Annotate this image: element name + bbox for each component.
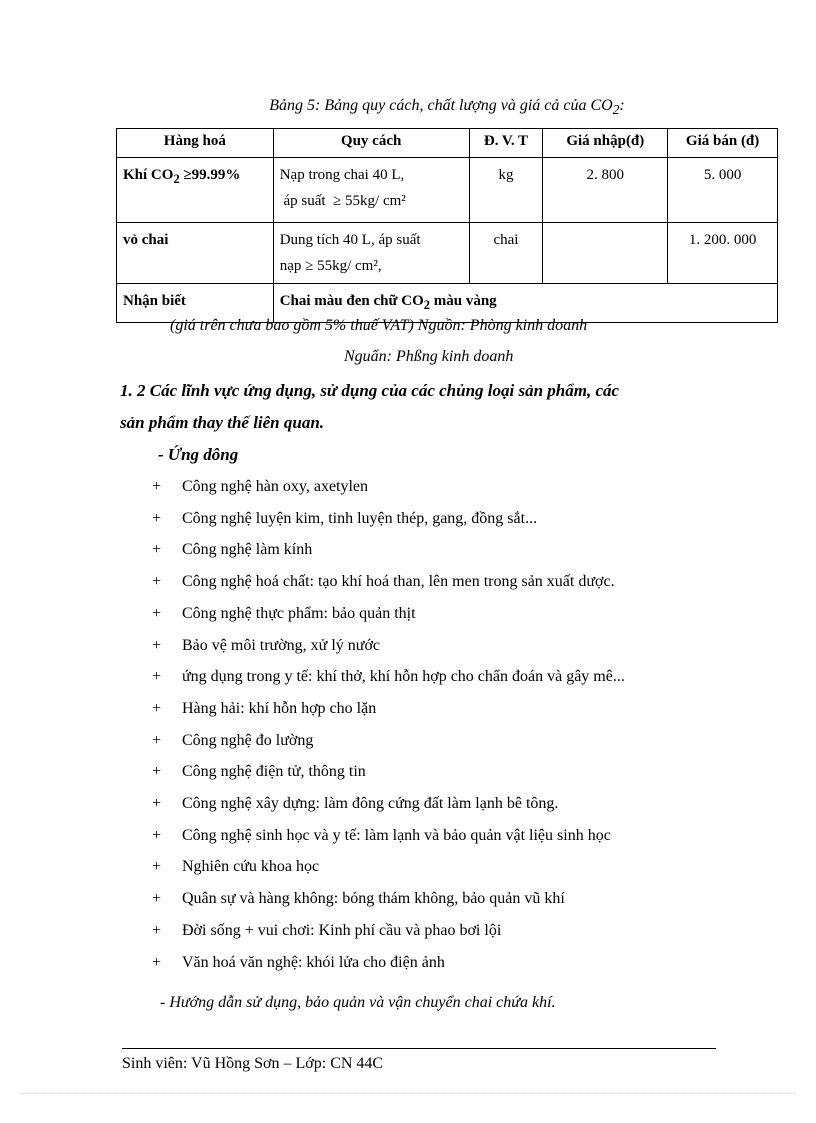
list-item bbox=[152, 858, 319, 876]
list-item-text: Công nghệ xây dựng: làm đông cứng đất làm lạnh bê tông. bbox=[182, 795, 559, 812]
list-item bbox=[152, 890, 565, 908]
list-item-text: Hàng hải: khí hỗn hợp cho lặn bbox=[182, 699, 377, 717]
list-item bbox=[152, 922, 501, 940]
section-heading-line1: 1. 2 Các lĩnh vực ứng dụng, sử dụng của các chủng loại sản phẩm, các bbox=[120, 381, 620, 400]
section-heading-line2: sản phẩm thay thế liên quan. bbox=[120, 413, 325, 432]
list-item-text: Đời sống + vui chơi: Kinh phí cầu và phao bơi lội bbox=[182, 921, 502, 939]
list-item bbox=[152, 732, 313, 750]
table-caption bbox=[116, 97, 778, 118]
list-item-text: Văn hoá văn nghệ: khói lửa cho điện ảnh bbox=[182, 953, 445, 971]
row-sell-price: 5. 000 bbox=[668, 158, 778, 223]
spec-line: Dung tích 40 L, áp suất bbox=[279, 232, 421, 248]
bullet-plus: + bbox=[152, 636, 162, 654]
bullet-plus: + bbox=[152, 826, 162, 844]
caption-suffix: : bbox=[619, 97, 625, 114]
source-note: Nguẩn: Phßng kinh doanh bbox=[344, 348, 514, 365]
table-row bbox=[117, 223, 778, 284]
list-item-text: Công nghệ làm kính bbox=[182, 541, 313, 559]
header-spec: Quy cách bbox=[273, 129, 469, 158]
bullet-plus: + bbox=[152, 541, 162, 559]
list-item bbox=[152, 573, 615, 591]
list-item-text: Công nghệ sinh học và y tế: làm lạnh và bảo quản vật liệu sinh học bbox=[182, 826, 611, 844]
bullet-plus: + bbox=[152, 509, 162, 527]
list-item bbox=[152, 954, 445, 972]
list-item-text: Công nghệ luyện kim, tinh luyện thép, gang, đồng sắt... bbox=[182, 509, 538, 527]
row-goods: vỏ chai bbox=[117, 223, 274, 284]
usage-guide: - Hướng dẫn sử dụng, bảo quản và vận chuyển chai chứa khí. bbox=[160, 994, 556, 1011]
bullet-plus: + bbox=[152, 795, 162, 812]
list-item bbox=[152, 763, 366, 781]
list-item bbox=[152, 605, 416, 623]
row-identify-label: Nhận biết bbox=[117, 284, 274, 323]
row-unit: chai bbox=[469, 223, 543, 284]
header-goods: Hàng hoá bbox=[117, 129, 274, 158]
goods-purity: ≥99.99% bbox=[179, 167, 241, 183]
bullet-plus: + bbox=[152, 573, 162, 591]
row-spec bbox=[273, 158, 469, 223]
list-item-text: Bảo vệ môi trường, xử lý nước bbox=[182, 636, 381, 654]
bullet-plus: + bbox=[152, 890, 162, 908]
identify-suffix: màu vàng bbox=[430, 293, 497, 309]
list-item-text: ứng dụng trong y tế: khí thở, khí hỗn hợp cho chẩn đoán và gây mê... bbox=[182, 668, 625, 686]
bullet-plus: + bbox=[152, 668, 162, 686]
goods-subscript: 2 bbox=[173, 172, 180, 186]
identify-subscript: 2 bbox=[423, 298, 430, 312]
bullet-plus: + bbox=[152, 921, 162, 939]
list-item bbox=[152, 668, 625, 686]
row-goods bbox=[117, 158, 274, 223]
bullet-plus: + bbox=[152, 478, 162, 495]
spec-line: áp suất ≥ 55kg/ cm² bbox=[279, 193, 406, 209]
page-bottom-border bbox=[20, 1093, 796, 1094]
vat-note: (giá trên chưa bao gồm 5% thuế VAT) Nguồn: Phòng kinh doanh bbox=[170, 317, 588, 334]
list-item-text: Công nghệ hoá chất: tạo khí hoá than, lên men trong sản xuất dược. bbox=[182, 573, 615, 591]
row-spec bbox=[273, 223, 469, 284]
footer-divider bbox=[122, 1048, 716, 1049]
header-sell-price: Giá bán (đ) bbox=[668, 129, 778, 158]
list-item bbox=[152, 827, 611, 845]
identify-text: Chai màu đen chữ CO bbox=[279, 293, 424, 309]
bullet-plus: + bbox=[152, 731, 162, 749]
list-item bbox=[152, 637, 380, 655]
list-item-text: Quân sự và hàng không: bóng thám không, bảo quản vũ khí bbox=[182, 890, 565, 908]
bullet-plus: + bbox=[152, 858, 162, 876]
list-item-text: Công nghệ điện tử, thông tin bbox=[182, 763, 366, 781]
spec-line: Nạp trong chai 40 L, bbox=[279, 167, 405, 183]
bullet-plus: + bbox=[152, 604, 162, 622]
row-unit: kg bbox=[469, 158, 543, 223]
list-item bbox=[152, 795, 558, 813]
row-buy-price bbox=[543, 223, 668, 284]
section-subheading: - Ứng dông bbox=[158, 445, 239, 464]
list-item-text: Công nghệ hàn oxy, axetylen bbox=[182, 478, 369, 495]
caption-text: Bảng 5: Bảng quy cách, chất lượng và giá cả của CO bbox=[269, 97, 613, 114]
header-unit: Đ. V. T bbox=[469, 129, 543, 158]
row-sell-price: 1. 200. 000 bbox=[668, 223, 778, 284]
footer-text: Sinh viên: Vũ Hồng Sơn – Lớp: CN 44C bbox=[122, 1055, 384, 1072]
list-item-text: Công nghệ đo lường bbox=[182, 731, 314, 749]
row-buy-price: 2. 800 bbox=[543, 158, 668, 223]
list-item bbox=[152, 541, 312, 559]
bullet-plus: + bbox=[152, 763, 162, 781]
list-item bbox=[152, 510, 537, 528]
caption-subscript: 2 bbox=[612, 102, 620, 118]
table-row bbox=[117, 158, 778, 223]
spec-line: nạp ≥ 55kg/ cm², bbox=[279, 258, 382, 274]
list-item-text: Nghiên cứu khoa học bbox=[182, 858, 320, 876]
goods-name: Khí CO bbox=[123, 167, 174, 183]
list-item bbox=[152, 478, 368, 496]
table-header-row bbox=[117, 129, 778, 158]
header-buy-price: Giá nhập(đ) bbox=[543, 129, 668, 158]
bullet-plus: + bbox=[152, 699, 162, 717]
list-item-text: Công nghệ thực phẩm: bảo quản thịt bbox=[182, 604, 416, 622]
bullet-plus: + bbox=[152, 953, 162, 971]
list-item bbox=[152, 700, 376, 718]
spec-table bbox=[116, 128, 778, 323]
